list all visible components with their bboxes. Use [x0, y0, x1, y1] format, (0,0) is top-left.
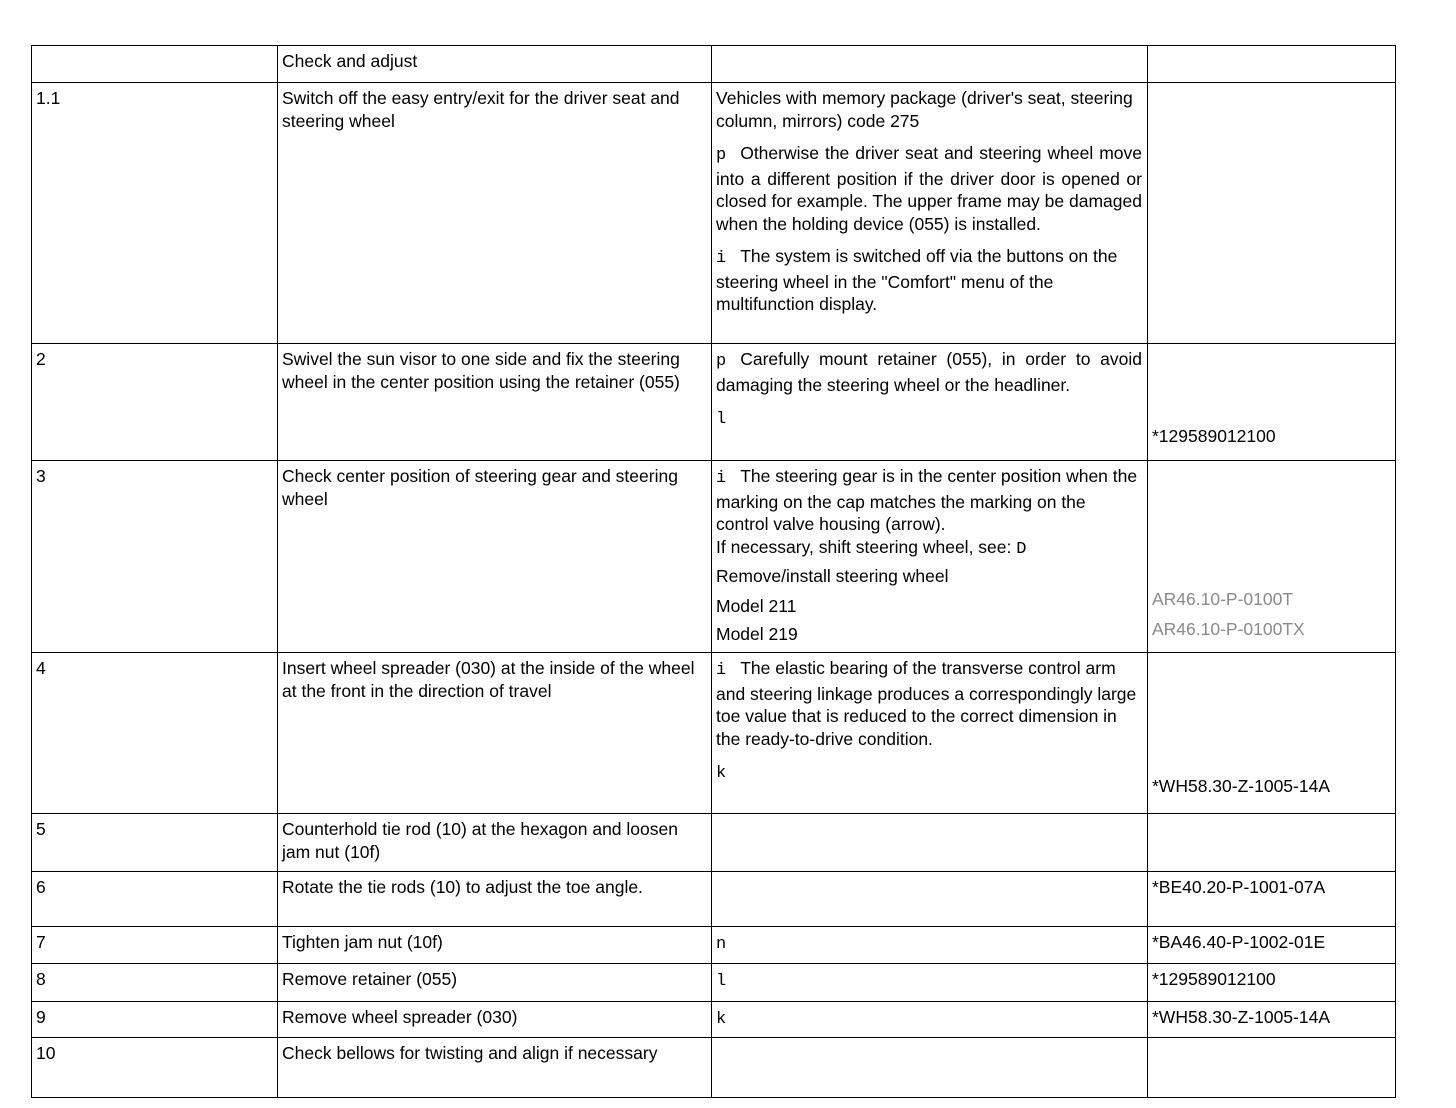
step-reference-cell: [1148, 1002, 1396, 1038]
step-action-cell: Tighten jam nut (10f): [278, 927, 712, 964]
step-reference-cell: [1148, 964, 1396, 1002]
special-tool-icon: l: [716, 972, 727, 991]
step-number-cell: 3: [32, 461, 278, 653]
step-notes-cell: [712, 964, 1148, 1002]
step-action-cell: Remove wheel spreader (030): [278, 1002, 712, 1038]
reference-link[interactable]: AR46.10-P-0100T: [1152, 589, 1294, 609]
reference-link[interactable]: *WH58.30-Z-1005-14A: [1152, 776, 1330, 796]
step-notes-cell: [712, 46, 1148, 83]
warning-icon: p: [716, 352, 727, 371]
see-also-title: Remove/install steering wheel: [716, 566, 949, 586]
special-tool-icon: k: [716, 1010, 727, 1029]
model-label: Model 211: [716, 595, 797, 616]
table-row: [32, 814, 1396, 872]
info-note: i The system is switched off via the buttons on the steering wheel in the "Comfort" menu of the multifunction display.: [716, 246, 1118, 314]
tool-note: [716, 760, 1142, 786]
info-note: i The elastic bearing of the transverse control arm and steering linkage produces a correspondingly large toe value that is reduced to the correct dimension in the ready-to-drive condition.: [716, 658, 1137, 749]
info-icon: i: [716, 469, 727, 488]
step-number-cell: 1.1: [32, 83, 278, 344]
procedure-table: [31, 45, 1396, 1098]
table-row: [32, 927, 1396, 964]
step-reference-cell: [1148, 872, 1396, 927]
warning-note: p Carefully mount retainer (055), in order to avoid damaging the steering wheel or the headliner.: [716, 349, 1142, 395]
step-action-cell: Check center position of steering gear and steering wheel: [278, 461, 712, 653]
table-row: [32, 344, 1396, 461]
step-reference-cell: [1148, 344, 1396, 461]
step-number-cell: 7: [32, 927, 278, 964]
table-row: [32, 461, 1396, 653]
tool-note: [716, 931, 1142, 957]
step-action-cell: Counterhold tie rod (10) at the hexagon and loosen jam nut (10f): [278, 814, 712, 872]
table-row: [32, 46, 1396, 83]
tool-note: [716, 406, 1142, 432]
step-reference-cell: [1148, 1038, 1396, 1098]
step-notes-cell: [712, 344, 1148, 461]
step-number-cell: 4: [32, 653, 278, 814]
step-number-cell: 5: [32, 814, 278, 872]
note-text: Vehicles with memory package (driver's seat, steering column, mirrors) code 275: [716, 88, 1133, 131]
step-number-cell: 10: [32, 1038, 278, 1098]
info-icon: i: [716, 249, 727, 268]
reference-link[interactable]: *129589012100: [1152, 426, 1276, 446]
step-number-cell: 6: [32, 872, 278, 927]
step-action-cell: Swivel the sun visor to one side and fix the steering wheel in the center position using the retainer (055): [278, 344, 712, 461]
special-tool-icon: l: [716, 410, 727, 429]
step-number-cell: 2: [32, 344, 278, 461]
info-note: i The steering gear is in the center position when the marking on the cap matches the marking on the control valve housing (arrow).: [716, 466, 1138, 534]
step-number-cell: [32, 46, 278, 83]
step-notes-cell: [712, 653, 1148, 814]
step-action-cell: Remove retainer (055): [278, 964, 712, 1002]
table-row: [32, 1038, 1396, 1098]
step-notes-cell: [712, 1038, 1148, 1098]
step-reference-cell: [1148, 83, 1396, 344]
special-tool-icon: k: [716, 764, 727, 783]
tool-note: [716, 1006, 1142, 1032]
reference-link[interactable]: *WH58.30-Z-1005-14A: [1152, 1007, 1330, 1027]
model-label: Model 219: [716, 624, 798, 644]
table-row: [32, 1002, 1396, 1038]
info-icon: i: [716, 661, 727, 680]
table-row: [32, 83, 1396, 344]
step-notes-cell: [712, 927, 1148, 964]
step-reference-cell: [1148, 461, 1396, 653]
step-notes-cell: [712, 461, 1148, 653]
see-also-note: If necessary, shift steering wheel, see: D: [716, 536, 1027, 559]
step-number-cell: 9: [32, 1002, 278, 1038]
table-row: [32, 872, 1396, 927]
step-action-cell: Rotate the tie rods (10) to adjust the toe angle.: [278, 872, 712, 927]
step-action-cell: Switch off the easy entry/exit for the driver seat and steering wheel: [278, 83, 712, 344]
reference-link[interactable]: AR46.10-P-0100TX: [1152, 618, 1305, 639]
step-reference-cell: [1148, 927, 1396, 964]
document-icon: D: [1016, 539, 1027, 559]
torque-icon: n: [716, 935, 727, 954]
warning-note: p Otherwise the driver seat and steering wheel move into a different position if the driver door is opened or closed for example. The upper frame may be damaged when the holding device (055) is installed.: [716, 143, 1142, 234]
step-notes-cell: [712, 1002, 1148, 1038]
warning-icon: p: [716, 146, 727, 165]
reference-link[interactable]: *BE40.20-P-1001-07A: [1152, 877, 1326, 897]
table-row: [32, 653, 1396, 814]
step-reference-cell: [1148, 653, 1396, 814]
step-action-cell: Insert wheel spreader (030) at the inside of the wheel at the front in the direction of travel: [278, 653, 712, 814]
table-row: [32, 964, 1396, 1002]
step-number-cell: 8: [32, 964, 278, 1002]
step-notes-cell: [712, 814, 1148, 872]
step-reference-cell: [1148, 814, 1396, 872]
step-action-cell: Check bellows for twisting and align if necessary: [278, 1038, 712, 1098]
step-notes-cell: [712, 872, 1148, 927]
tool-note: [716, 968, 1142, 994]
step-action-cell: Check and adjust: [278, 46, 712, 83]
reference-link[interactable]: *BA46.40-P-1002-01E: [1152, 932, 1326, 952]
reference-link[interactable]: *129589012100: [1152, 969, 1276, 989]
step-notes-cell: [712, 83, 1148, 344]
step-reference-cell: [1148, 46, 1396, 83]
